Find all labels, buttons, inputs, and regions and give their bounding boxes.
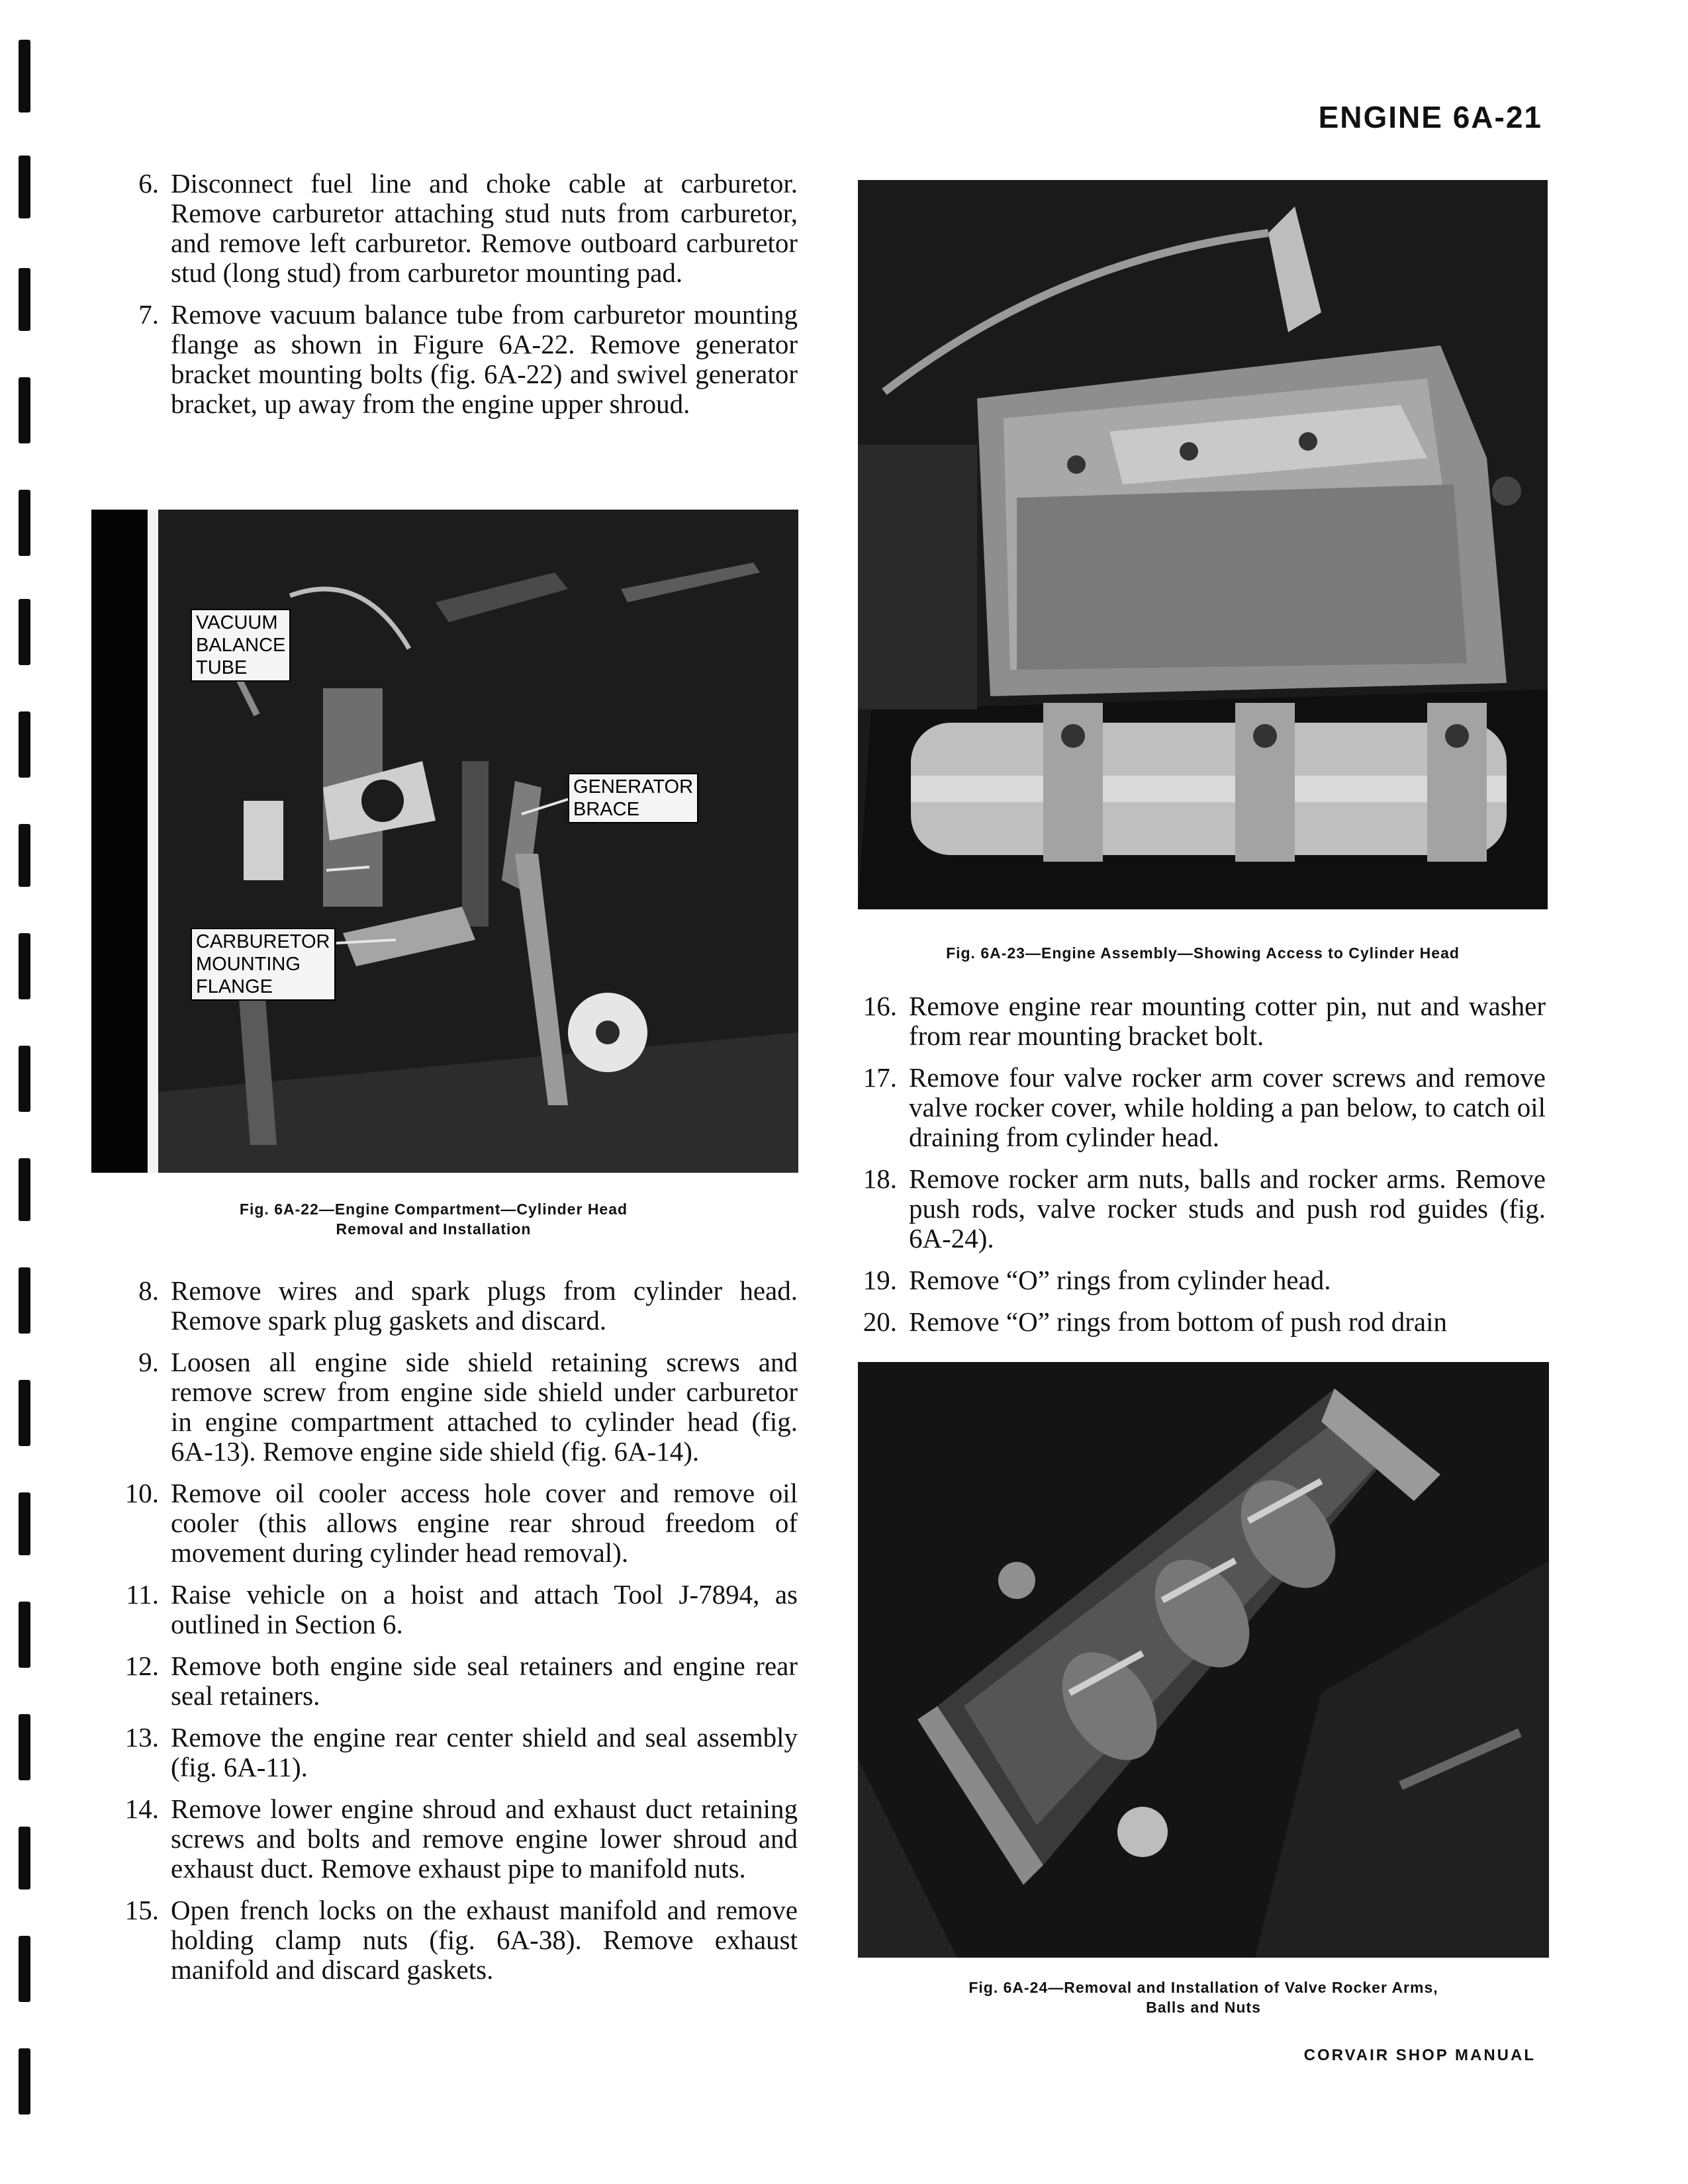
step-text: Remove vacuum balance tube from carburetor mounting flange as shown in Figure 6A-22. Remove generator bracket mounting bolts (fig. 6A-22) and swivel generator bracket, up away from the engine upper shroud. <box>171 299 798 419</box>
binder-mark <box>19 1267 30 1334</box>
step-item <box>106 1895 798 1985</box>
step-item <box>106 1651 798 1711</box>
valve-rocker-arms-photo <box>858 1362 1549 1958</box>
step-number: 13. <box>124 1722 159 1752</box>
step-item <box>844 991 1546 1051</box>
binder-mark <box>19 1936 30 2002</box>
step-number: 12. <box>124 1651 159 1681</box>
step-item <box>106 1347 798 1467</box>
step-item <box>106 1479 798 1568</box>
step-item <box>844 1307 1546 1337</box>
step-text: Remove both engine side seal retainers and engine rear seal retainers. <box>171 1651 798 1711</box>
step-item <box>106 1276 798 1336</box>
steps-right-list <box>844 991 1546 1349</box>
figure-6a-23-caption: Fig. 6A-23—Engine Assembly—Showing Access to Cylinder Head <box>946 944 1460 962</box>
step-number: 10. <box>124 1478 159 1508</box>
step-text: Raise vehicle on a hoist and attach Tool J-7894, as outlined in Section 6. <box>171 1579 798 1639</box>
callout-vacuum-balance-tube: VACUUM BALANCE TUBE <box>191 609 291 682</box>
step-number: 17. <box>863 1062 897 1093</box>
binder-mark <box>19 1827 30 1889</box>
callout-generator-brace: GENERATOR BRACE <box>568 773 698 823</box>
binder-mark <box>19 1158 30 1221</box>
figure-6a-22-caption <box>152 1199 715 1239</box>
engine-assembly-photo <box>858 180 1548 909</box>
step-text: Remove “O” rings from bottom of push rod drain <box>909 1306 1448 1337</box>
step-text: Loosen all engine side shield retaining screws and remove screw from engine side shield under carburetor in engine compartment attached to cylinder head (fig. 6A-13). Remove engine side shield (fig. 6A-14). <box>171 1347 798 1467</box>
step-number: 14. <box>124 1794 159 1824</box>
step-text: Remove oil cooler access hole cover and remove oil cooler (this allows engine rear shroud freedom of movement during cylinder head removal). <box>171 1478 798 1568</box>
figure-6a-22-photo <box>91 510 798 1173</box>
binder-mark <box>19 268 30 331</box>
step-number: 16. <box>863 991 897 1021</box>
caption-line: Removal and Installation <box>336 1220 532 1238</box>
binder-mark <box>19 1492 30 1555</box>
step-item <box>106 1580 798 1639</box>
binder-mark <box>19 933 30 999</box>
step-number: 6. <box>138 168 159 199</box>
step-number: 19. <box>863 1265 897 1295</box>
step-item <box>106 300 798 419</box>
binder-mark <box>19 490 30 556</box>
caption-line: Fig. 6A-24—Removal and Installation of Valve Rocker Arms, <box>968 1979 1438 1996</box>
page-footer: CORVAIR SHOP MANUAL <box>1303 2046 1536 2064</box>
step-text: Remove four valve rocker arm cover screws and remove valve rocker cover, while holding a pan below, to catch oil draining from cylinder head. <box>909 1062 1546 1152</box>
step-text: Remove “O” rings from cylinder head. <box>909 1265 1331 1295</box>
binder-mark <box>19 1714 30 1780</box>
binder-mark <box>19 1380 30 1446</box>
step-number: 20. <box>863 1306 897 1337</box>
steps-bottom-left-list <box>106 1276 798 1997</box>
step-text: Open french locks on the exhaust manifold and remove holding clamp nuts (fig. 6A-38). Remove exhaust manifold and discard gaskets. <box>171 1895 798 1985</box>
figure-6a-24-caption <box>858 1978 1549 2017</box>
step-item <box>844 1063 1546 1152</box>
binder-mark <box>19 377 30 443</box>
step-number: 7. <box>138 299 159 330</box>
step-text: Remove the engine rear center shield and seal assembly (fig. 6A-11). <box>171 1722 798 1782</box>
binder-mark <box>19 40 30 113</box>
step-number: 15. <box>124 1895 159 1925</box>
binder-mark <box>19 824 30 887</box>
figure-6a-24-photo <box>858 1362 1549 1958</box>
figure-6a-23-photo <box>858 180 1548 909</box>
caption-line: Fig. 6A-22—Engine Compartment—Cylinder Head <box>239 1201 628 1218</box>
steps-top-list <box>106 169 798 431</box>
step-text: Disconnect fuel line and choke cable at carburetor. Remove carburetor attaching stud nuts from carburetor, and remove left carburetor. Remove outboard carburetor stud (long stud) from carburetor mounting pad. <box>171 168 798 288</box>
step-text: Remove engine rear mounting cotter pin, nut and washer from rear mounting bracket bolt. <box>909 991 1546 1051</box>
step-item <box>844 1265 1546 1295</box>
step-text: Remove rocker arm nuts, balls and rocker arms. Remove push rods, valve rocker studs and push rod guides (fig. 6A-24). <box>909 1163 1546 1253</box>
step-item <box>106 169 798 288</box>
step-text: Remove lower engine shroud and exhaust duct retaining screws and bolts and remove engine lower shroud and exhaust duct. Remove exhaust pipe to manifold nuts. <box>171 1794 798 1884</box>
step-item <box>106 1794 798 1884</box>
binder-mark <box>19 599 30 665</box>
callout-carburetor-mounting-flange: CARBURETOR MOUNTING FLANGE <box>191 928 336 1001</box>
page-header: ENGINE 6A-21 <box>1318 100 1542 134</box>
step-number: 18. <box>863 1163 897 1194</box>
step-item <box>106 1723 798 1782</box>
step-number: 11. <box>126 1579 159 1610</box>
step-number: 8. <box>138 1275 159 1306</box>
binder-mark <box>19 1046 30 1112</box>
binder-mark <box>19 156 30 218</box>
binder-mark <box>19 2048 30 2115</box>
binder-mark <box>19 1602 30 1668</box>
binder-mark <box>19 711 30 778</box>
caption-line: Balls and Nuts <box>1146 1999 1261 2016</box>
step-text: Remove wires and spark plugs from cylinder head. Remove spark plug gaskets and discard. <box>171 1275 798 1336</box>
step-item <box>844 1164 1546 1253</box>
step-number: 9. <box>138 1347 159 1377</box>
